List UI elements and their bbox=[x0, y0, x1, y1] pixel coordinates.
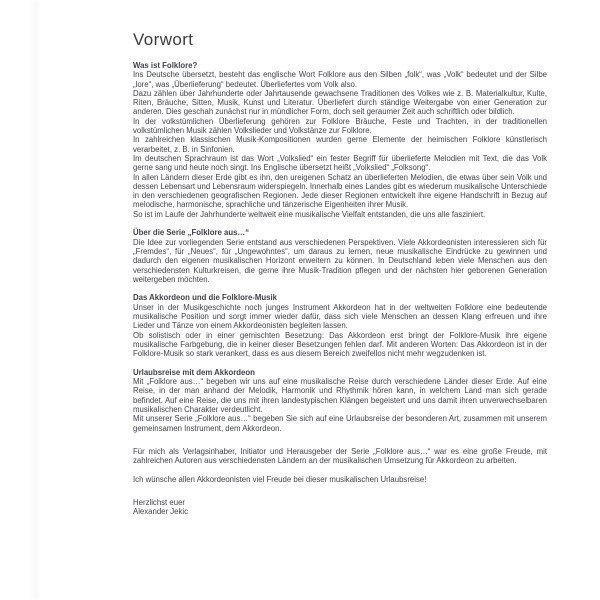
section-heading: Über die Serie „Folklore aus…“ bbox=[133, 228, 250, 238]
signature-block bbox=[133, 498, 547, 517]
document-page bbox=[133, 30, 547, 517]
signature-line-name: Alexander Jekic bbox=[133, 507, 189, 517]
closing-thanks-paragraph: Für mich als Verlagsinhaber, Initiator und Herausgeber der Serie „Folklore aus…“ war es eine große Freude, mit zahlreichen Autoren aus verschiedensten Ländern an der musikalischen Umsetzung für Akkordeon zu arbeiten. bbox=[133, 446, 547, 466]
paragraph: In der volkstümlichen Überlieferung gehören zur Folklore Bräuche, Feste und Trachten, in der traditionellen volkstümlichen Musik zählen Volkslieder und Volkstänze zur Folklore. bbox=[133, 116, 547, 136]
paragraph: Ins Deutsche übersetzt, besteht das englische Wort Folklore aus den Silben „folk“, was „Volk“ bedeutet und der Silbe „lore“, was „Überlieferung“ bedeutet. Überliefertes vom Volk also. bbox=[133, 70, 547, 89]
page-title: Vorwort bbox=[133, 30, 194, 49]
paragraph: Mit „Folklore aus…“ begeben wir uns auf eine musikalische Reise durch verschiedene Länder dieser Erde. Auf eine Reise, in der man anhand der Melodik, Harmonik und Rhythmik hören kann, in welchem Land man sich gerade befindet. Auf eine Reise, die uns mit ihren landestypischen Klängen begeistert und uns damit ihren unverwechselbaren musikalischen Charakter verdeutlicht. bbox=[133, 377, 547, 414]
signature-line-greeting: Herzlichst euer bbox=[133, 498, 185, 508]
section-heading: Urlaubsreise mit dem Akkordeon bbox=[133, 367, 255, 377]
paragraph: In allen Ländern dieser Erde gibt es ihn, den ureigenen Schatz an überlieferten Melodien, die etwas über sein Volk und dessen Lebensart und Lebensraum widerspiegeln. Innerhalb eines Landes gibt es wiederum musikalische Unterschiede in den verschiedenen geografischen Regionen. Jede dieser Regionen entwickelt ihre eigene Handschrift in Bezug auf melodische, harmonische, sprachliche und tänzerische Eigenheiten ihrer Musik. bbox=[133, 172, 547, 210]
page-edge-shadow bbox=[33, 0, 38, 600]
section-heading: Das Akkordeon und die Folklore-Musik bbox=[133, 293, 277, 303]
paragraph: Ob solistisch oder in einer gemischten Besetzung: Das Akkordeon erst bringt der Folklore-Musik ihre eigene musikalische Farbgebung, die in keiner dieser Besetzungen fehlen darf. Mit anderen Worten: Das Akkordeon ist in der Folklore-Musik so stark verankert, dass es aus diesem Bereich zweifellos nicht mehr wegzudenken ist. bbox=[133, 330, 547, 359]
section-heading: Was ist Folklore? bbox=[133, 61, 198, 70]
section-was-ist-folklore bbox=[133, 61, 547, 219]
paragraph: In zahlreichen klassischen Musik-Kompositionen wurden gerne Elemente der heimischen Folklore künstlerisch verarbeitet, z. B. in Sinfonien. bbox=[133, 135, 547, 154]
section-akkordeon-folklore-musik bbox=[133, 293, 547, 358]
paragraph: So ist im Laufe der Jahrhunderte weltweit eine musikalische Vielfalt entstanden, die uns alle fasziniert. bbox=[133, 209, 486, 219]
paragraph: Dazu zählen über Jahrhunderte oder Jahrtausende gewachsene Traditionen des Volkes wie z. B. Materialkultur, Kulte, Riten, Bräuche, Sitten, Musik, Kunst und Literatur. Überliefert durch ständige Weitergabe von einer Generation zur anderen. Dies geschah zunächst nur in mündlicher Form, doch seit geraumer Zeit auch schriftlich oder bildlich. bbox=[133, 88, 547, 117]
paragraph: Mit unserer Serie „Folklore aus…“ begeben Sie sich auf eine Urlaubsreise der besonderen Art, zusammen mit unserem gemeinsamen Instrument, dem Akkordeon. bbox=[133, 414, 547, 433]
paragraph: Die Idee zur vorliegenden Serie entstand aus verschiedenen Perspektiven. Viele Akkordeonisten interessieren sich für „Fremdes“, für „Neues“, für „Ungewohntes“, um daraus zu lernen, neue musikalische Eindrücke zu gewinnen und dadurch den eigenen musikalischen Horizont erweitern zu können. In Deutschland leben viele Menschen aus den verschiedensten Kulturkreisen, die gerne ihre Musik-Tradition pflegen und der nächsten hier geborenen Generation weitergeben möchten. bbox=[133, 237, 547, 284]
paragraph: Unser in der Musikgeschichte noch junges Instrument Akkordeon hat in der weltweiten Folklore eine bedeutende musikalische Position und sorgt immer wieder dafür, dass sich viele Menschen an dessen Klang erfreuen und ihre Lieder und Tänze von einem Akkordeonisten begleiten lassen. bbox=[133, 302, 547, 331]
section-urlaubsreise bbox=[133, 368, 547, 433]
section-ueber-die-serie bbox=[133, 228, 547, 284]
closing-wish-paragraph: Ich wünsche allen Akkordeonisten viel Freude bei dieser musikalischen Urlaubsreise! bbox=[133, 474, 427, 484]
paragraph: Im deutschen Sprachraum ist das Wort „Volkslied“ ein fester Begriff für überlieferte Melodien mit Text, die das Volk gerne sang und heute noch singt. Ins Englische übersetzt heißt „Volkslied“ „Folksong“. bbox=[133, 153, 547, 173]
